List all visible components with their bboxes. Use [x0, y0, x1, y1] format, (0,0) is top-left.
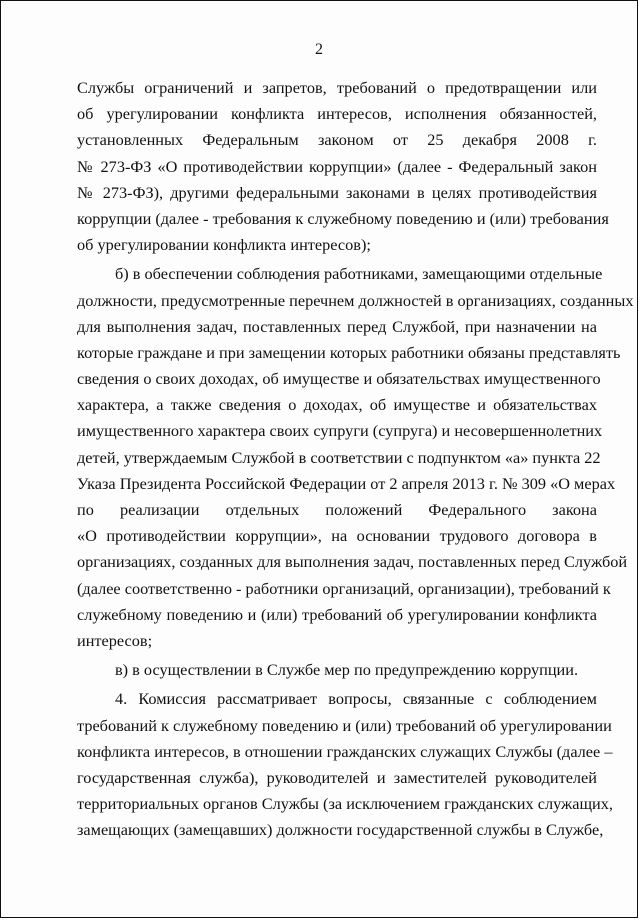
text-line: б) в обеспечении соблюдения работниками, замещающими отдельные — [115, 264, 603, 284]
paragraph-4 — [77, 686, 613, 843]
text-line: 4. Комиссия рассматривает вопросы, связанные с соблюдением — [115, 689, 597, 709]
text-line: организациях, созданных для выполнения задач, поставленных перед Службой — [77, 552, 628, 572]
paragraph-v — [77, 657, 597, 683]
text-line: «О противодействии коррупции», на основании трудового договора в — [77, 526, 597, 546]
text-line: об урегулировании конфликта интересов, исполнения обязанностей, — [77, 104, 597, 124]
page-number: 2 — [315, 41, 323, 58]
text-line: интересов; — [77, 630, 153, 650]
text-line: замещающих (замещавших) должности государственной службы в Службе, — [77, 820, 604, 840]
text-line: № 273-ФЗ), другими федеральными законами в целях противодействия — [77, 182, 597, 202]
paragraph-b — [77, 261, 634, 654]
text-line: Указа Президента Российской Федерации от 2 апреля 2013 г. № 309 «О мерах — [77, 473, 616, 493]
text-line: сведения о своих доходах, об имуществе и обязательствах имущественного — [77, 369, 601, 389]
text-line: требований к служебному поведению и (или) требований об урегулировании — [77, 715, 612, 735]
text-line: детей, утверждаемым Службой в соответствии с подпунктом «а» пункта 22 — [77, 447, 601, 467]
text-line: Службы ограничений и запретов, требований о предотвращении или — [77, 78, 597, 97]
text-line: должности, предусмотренные перечнем должностей в организациях, созданных — [77, 290, 634, 310]
text-line: которые граждане и при замещении которых работники обязаны представлять — [77, 342, 621, 362]
text-line: территориальных органов Службы (за исключением гражданских служащих, — [77, 794, 613, 814]
text-line: имущественного характера своих супруги (супруга) и несовершеннолетних — [77, 421, 603, 441]
text-line: в) в осуществлении в Службе мер по предупреждению коррупции. — [115, 660, 579, 680]
text-line: характера, а также сведения о доходах, об имуществе и обязательствах — [77, 395, 597, 415]
paragraph-continuation — [77, 75, 609, 258]
text-line: об урегулировании конфликта интересов); — [77, 235, 371, 255]
text-line: коррупции (далее - требования к служебному поведению и (или) требования — [77, 208, 609, 228]
text-line: для выполнения задач, поставленных перед Службой, при назначении на — [77, 316, 597, 336]
text-line: конфликта интересов, в отношении гражданских служащих Службы (далее – — [77, 741, 613, 761]
document-body — [77, 75, 634, 843]
text-line: (далее соответственно - работники организаций, организации), требований к — [77, 578, 611, 598]
text-line: государственная служба), руководителей и заместителей руководителей — [77, 767, 597, 787]
text-line: установленных Федеральным законом от 25 декабря 2008 г. — [77, 130, 597, 150]
text-line: по реализации отдельных положений Федерального закона — [77, 500, 597, 519]
text-line: № 273-ФЗ «О противодействии коррупции» (далее - Федеральный закон — [77, 156, 597, 176]
text-line: служебному поведению и (или) требований об урегулировании конфликта — [77, 604, 597, 624]
